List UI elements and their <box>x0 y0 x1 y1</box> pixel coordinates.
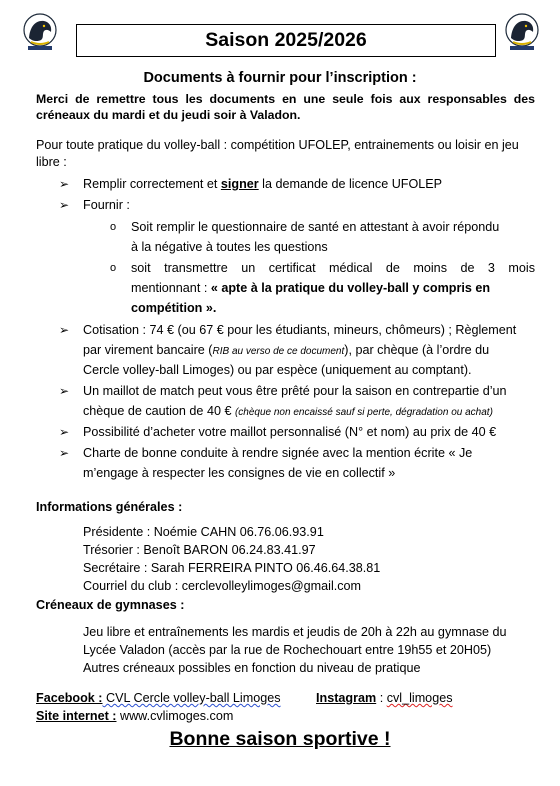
club-logo-right <box>504 12 540 52</box>
signer-emphasis: signer <box>220 177 259 191</box>
arrow-bullet-icon: ➢ <box>59 177 70 191</box>
item-charte-line2: m’engage à respecter les consignes de vie en collectif » <box>83 466 396 480</box>
gymnases-line3: Autres créneaux possibles en fonction du niveau de pratique <box>83 661 421 675</box>
season-title: Saison 2025/2026 <box>76 24 496 57</box>
documents-heading: Documents à fournir pour l’inscription : <box>143 70 417 86</box>
intro-text: Pour toute pratique du volley-ball : compétition UFOLEP, entrainements ou loisir en jeu libre : <box>36 138 519 169</box>
infos-heading: Informations générales : <box>36 500 183 514</box>
arrow-bullet-icon: ➢ <box>59 198 70 212</box>
item-cotisation-line2: par virement bancaire (RIB au verso de ce document), par chèque (à l’ordre du <box>83 343 490 357</box>
circle-bullet-icon: o <box>110 221 117 233</box>
item-sante-line2: à la négative à toutes les questions <box>131 240 328 254</box>
arrow-bullet-icon: ➢ <box>59 446 70 460</box>
instagram-line: Instagram : cvl_limoges <box>316 691 453 705</box>
instagram-link[interactable]: cvl_limoges <box>386 691 453 705</box>
gymnases-line1: Jeu libre et entraînements les mardis et jeudis de 20h à 22h au gymnase du <box>83 625 507 639</box>
item-certif-line3: compétition ». <box>131 301 217 315</box>
gymnases-line2: Lycée Valadon (accès par la rue de Rochechouart entre 19h55 et 20H05) <box>83 643 492 657</box>
facebook-line: Facebook : CVL Cercle volley-ball Limoges <box>36 691 281 705</box>
arrow-bullet-icon: ➢ <box>59 425 70 439</box>
item-maillot-line1: Un maillot de match peut vous être prêté pour la saison en contrepartie d’un <box>83 384 507 398</box>
club-logo-left <box>22 12 58 52</box>
info-courriel: Courriel du club : cerclevolleylimoges@gmail.com <box>83 579 362 593</box>
item-fournir: Fournir : <box>83 198 130 212</box>
closing-message: Bonne saison sportive ! <box>169 728 391 750</box>
item-cotisation-line3: Cercle volley-ball Limoges) ou par espèce (uniquement au comptant). <box>83 363 472 377</box>
info-presidente: Présidente : Noémie CAHN 06.76.06.93.91 <box>83 525 324 539</box>
intro-bold-text: Merci de remettre tous les documents en une seule fois aux responsables des créneaux du mardi et du jeudi soir à Valadon. <box>36 92 535 122</box>
arrow-bullet-icon: ➢ <box>59 323 70 337</box>
item-achat: Possibilité d’acheter votre maillot personnalisé (N° et nom) au prix de 40 € <box>83 425 497 439</box>
circle-bullet-icon: o <box>110 262 117 274</box>
item-maillot-line2: chèque de caution de 40 € (chèque non encaissé sauf si perte, dégradation ou achat) <box>83 404 493 418</box>
item-certif-line1: soit transmettre un certificat médical de moins de 3 mois <box>131 261 535 275</box>
arrow-bullet-icon: ➢ <box>59 384 70 398</box>
item-charte-line1: Charte de bonne conduite à rendre signée avec la mention écrite « Je <box>83 446 473 460</box>
item-licence: Remplir correctement et signer la demande de licence UFOLEP <box>83 177 443 191</box>
site-line: Site internet : www.cvlimoges.com <box>36 709 234 723</box>
facebook-link[interactable]: CVL Cercle volley-ball Limoges <box>102 691 281 705</box>
item-cotisation-line1: Cotisation : 74 € (ou 67 € pour les étudiants, mineurs, chômeurs) ; Règlement <box>83 323 517 337</box>
site-link[interactable]: www.cvlimoges.com <box>116 709 234 723</box>
info-secretaire: Secrétaire : Sarah FERREIRA PINTO 06.46.64.38.81 <box>83 561 381 575</box>
gymnases-heading: Créneaux de gymnases : <box>36 598 185 612</box>
info-tresorier: Trésorier : Benoît BARON 06.24.83.41.97 <box>83 543 316 557</box>
item-sante-line1: Soit remplir le questionnaire de santé en attestant à avoir répondu <box>131 220 500 234</box>
item-certif-line2: mentionnant : « apte à la pratique du volley-ball y compris en <box>131 281 491 295</box>
